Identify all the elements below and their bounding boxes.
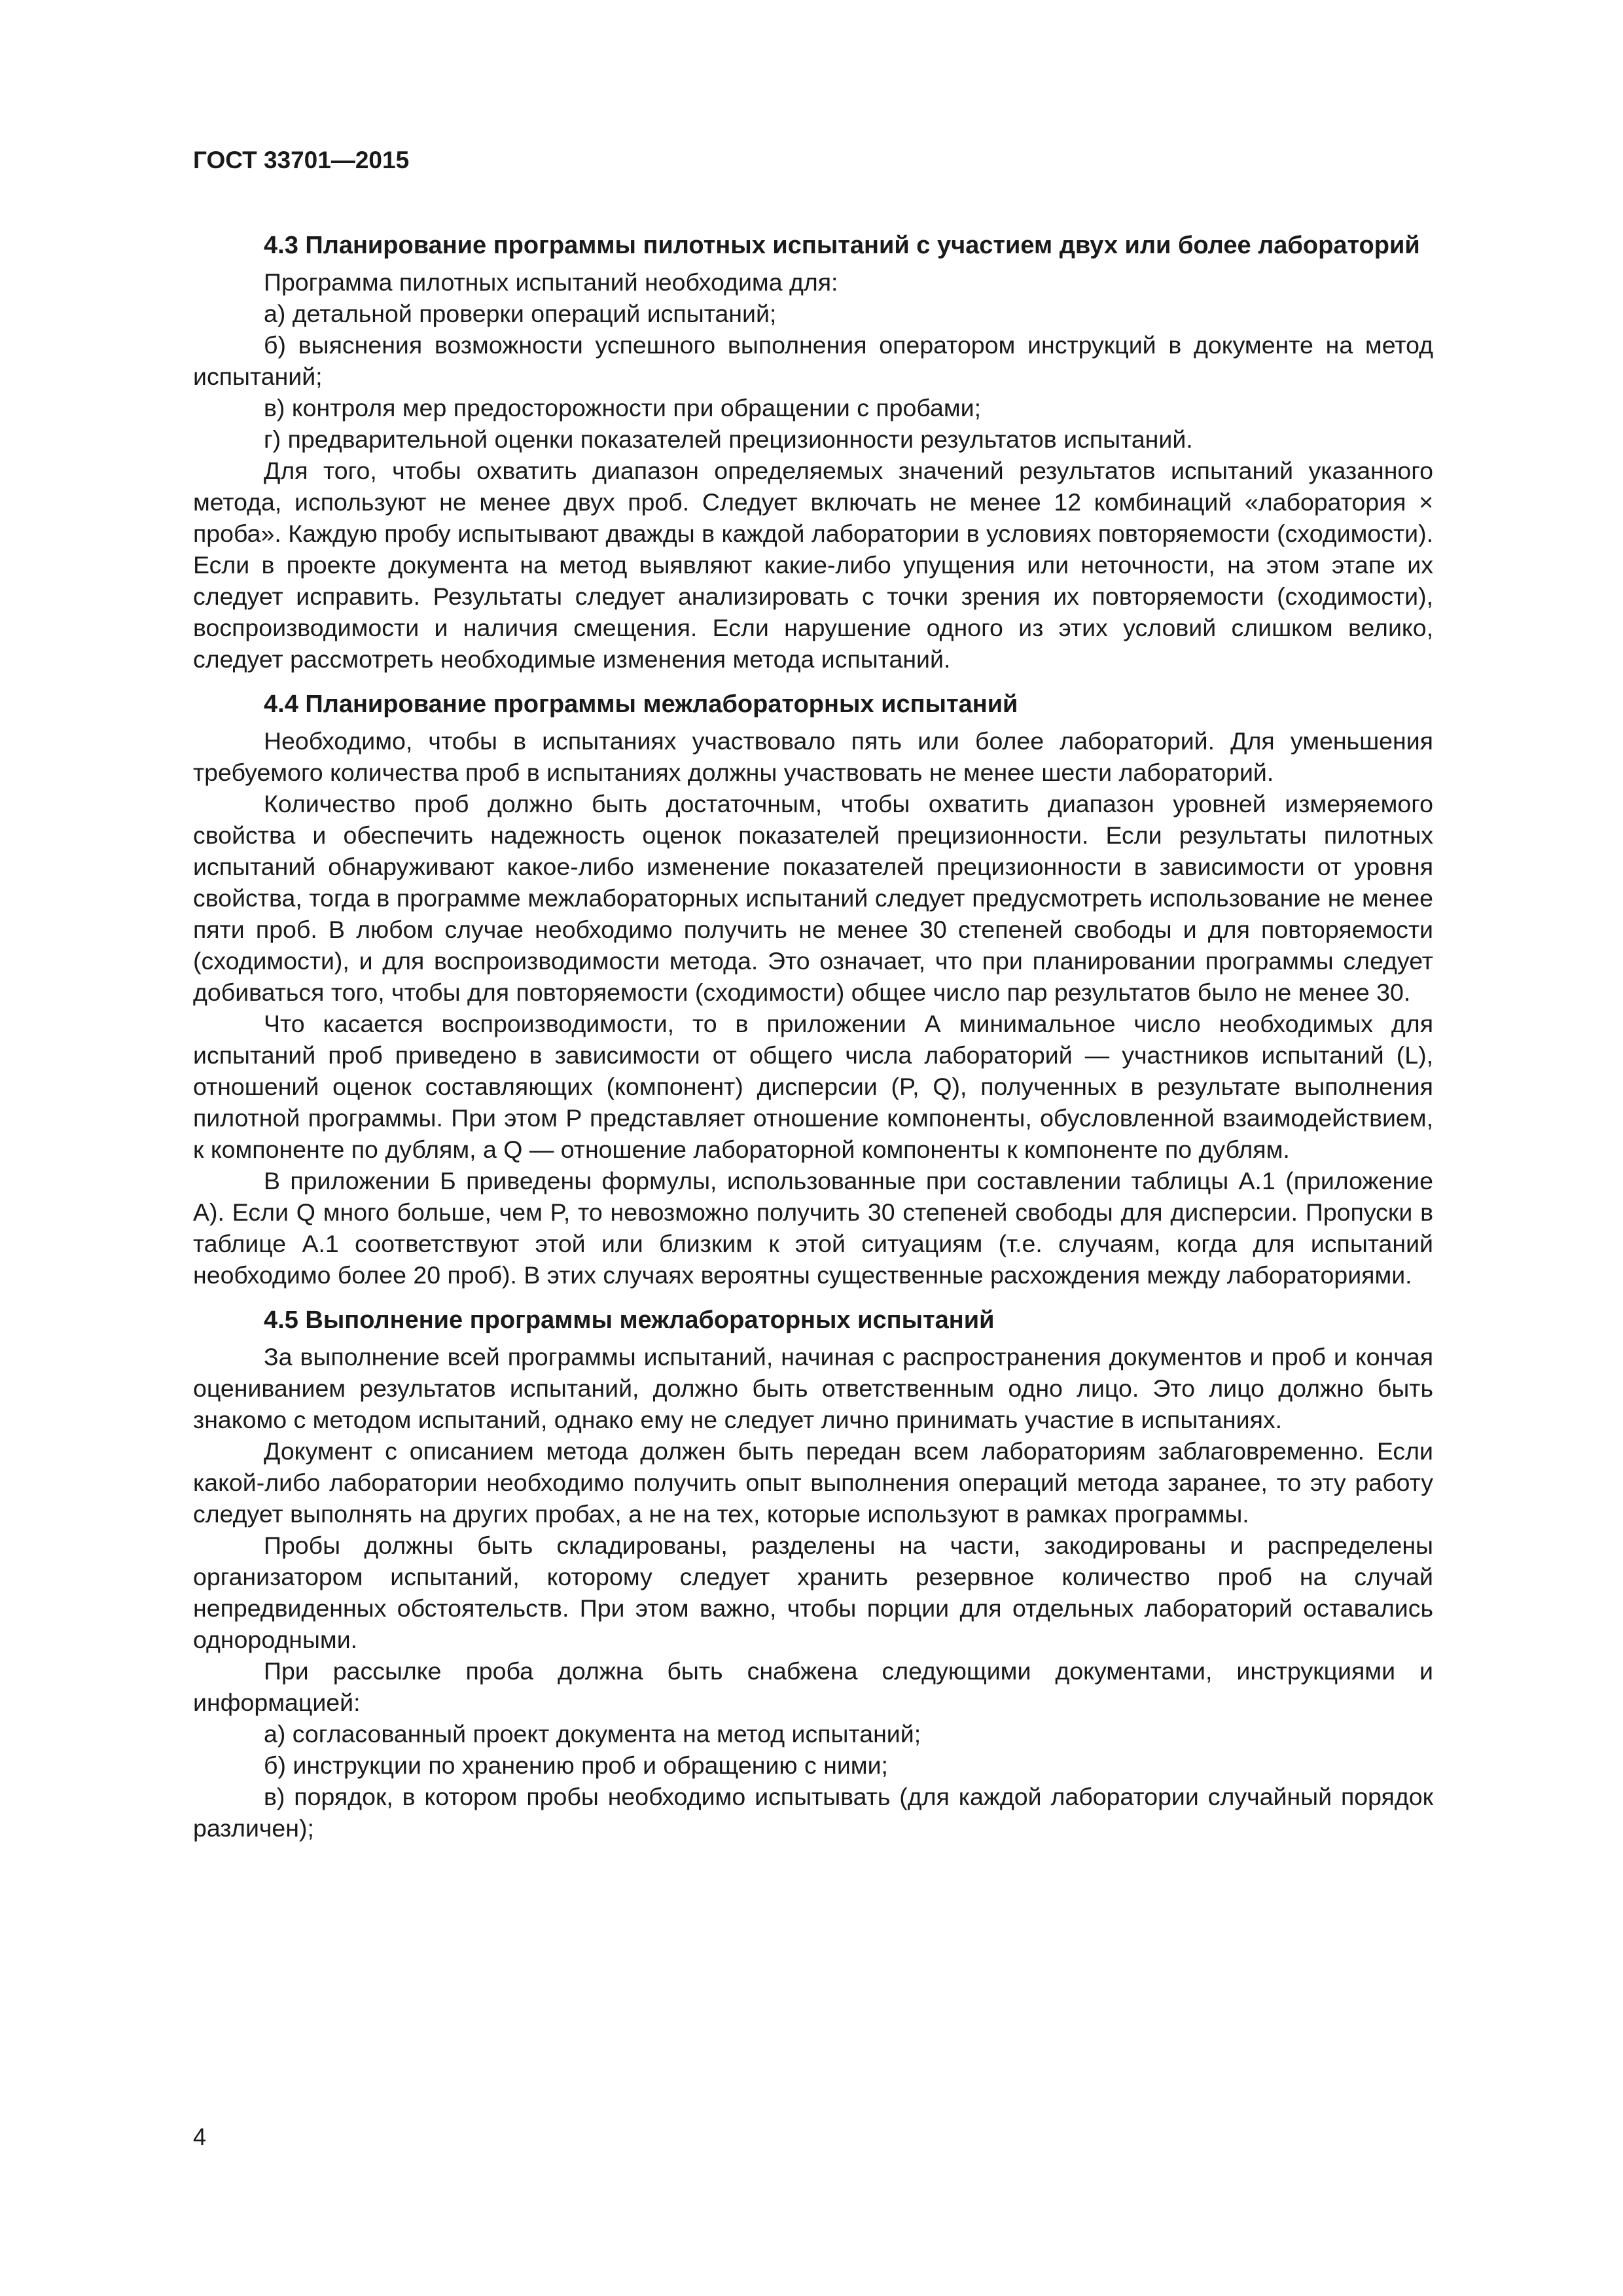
section-4-5-paragraph-1: За выполнение всей программы испытаний, начиная с распространения документов и проб и кончая оцениванием результатов испытаний, должно быть ответственным одно лицо. Это лицо должно быть знакомо с методом испытаний, однако ему не следует лично принимать участие в испытаниях. <box>193 1343 1433 1433</box>
section-4-5-item-b: б) инструкции по хранению проб и обращению с ними; <box>264 1751 888 1779</box>
section-4-5-title: 4.5 Выполнение программы межлабораторных испытаний <box>264 1306 995 1334</box>
section-4-3-intro: Программа пилотных испытаний необходима для: <box>264 268 838 296</box>
section-4-4-paragraph-4: В приложении Б приведены формулы, использованные при составлении таблицы А.1 (приложение А). Если Q много больше, чем P, то невозможно получить 30 степеней свободы для дисперсии. Пропуски в таблице А.1 соответствуют этой или близким к этой ситуациям (т.е. случаям, когда для испытаний необходимо более 20 проб). В этих случаях вероятны существенные расхождения между лабораториями. <box>193 1167 1433 1289</box>
section-4-5-paragraph-3: Пробы должны быть складированы, разделены на части, закодированы и распределены организатором испытаний, которому следует хранить резервное количество проб на случай непредвиденных обстоятельств. При этом важно, чтобы порции для отдельных лабораторий оставались однородными. <box>193 1532 1433 1653</box>
section-4-5-paragraph-2: Документ с описанием метода должен быть передан всем лабораториям заблаговременно. Если какой-либо лаборатории необходимо получить опыт выполнения операций метода заранее, то эту работу следует выполнять на других пробах, а не на тех, которые используют в рамках программы. <box>193 1437 1433 1528</box>
section-4-5-item-a: а) согласованный проект документа на метод испытаний; <box>264 1720 921 1748</box>
section-4-4-paragraph-3: Что касается воспроизводимости, то в приложении А минимальное число необходимых для испытаний проб приведено в зависимости от общего числа лабораторий — участников испытаний (L), отношений оценок составляющих (компонент) дисперсии (P, Q), полученных в результате выполнения пилотной программы. При этом P представляет отношение компоненты, обусловленной взаимодействием, к компоненте по дублям, а Q — отношение лабораторной компоненты к компоненте по дублям. <box>193 1010 1433 1163</box>
section-4-4-title: 4.4 Планирование программы межлабораторных испытаний <box>264 691 1018 718</box>
section-4-4-paragraph-1: Необходимо, чтобы в испытаниях участвовало пять или более лабораторий. Для уменьшения требуемого количества проб в испытаниях должны участвовать не менее шести лабораторий. <box>193 727 1433 786</box>
page-number: 4 <box>193 2123 207 2150</box>
document-number-header: ГОСТ 33701—2015 <box>193 147 410 173</box>
section-4-4-paragraph-2: Количество проб должно быть достаточным, чтобы охватить диапазон уровней измеряемого свойства и обеспечить надежность оценок показателей прецизионности. Если результаты пилотных испытаний обнаруживают какое-либо изменение показателей прецизионности в зависимости от уровня свойства, тогда в программе межлабораторных испытаний следует предусмотреть использование не менее пяти проб. В любом случае необходимо получить не менее 30 степеней свободы и для повторяемости (сходимости), и для воспроизводимости метода. Это означает, что при планировании программы следует добиваться того, чтобы для повторяемости (сходимости) общее число пар результатов было не менее 30. <box>193 790 1433 1006</box>
section-4-3-item-a: а) детальной проверки операций испытаний; <box>264 300 777 327</box>
section-4-3-item-b: б) выяснения возможности успешного выполнения оператором инструкций в документе на метод испытаний; <box>193 331 1433 390</box>
section-4-3-title: 4.3 Планирование программы пилотных испытаний с участием двух или более лабораторий <box>264 232 1420 259</box>
section-4-5-item-v: в) порядок, в котором пробы необходимо испытывать (для каждой лаборатории случайный порядок различен); <box>193 1783 1433 1842</box>
section-4-5-paragraph-4: При рассылке проба должна быть снабжена следующими документами, инструкциями и информацией: <box>193 1657 1433 1716</box>
section-4-3-paragraph-1: Для того, чтобы охватить диапазон определяемых значений результатов испытаний указанного метода, используют не менее двух проб. Следует включать не менее 12 комбинаций «лаборатория × проба». Каждую пробу испытывают дважды в каждой лаборатории в условиях повторяемости (сходимости). Если в проекте документа на метод выявляют какие-либо упущения или неточности, на этом этапе их следует исправить. Результаты следует анализировать с точки зрения их повторяемости (сходимости), воспроизводимости и наличия смещения. Если нарушение одного из этих условий слишком велико, следует рассмотреть необходимые изменения метода испытаний. <box>193 457 1433 673</box>
section-4-3-item-g: г) предварительной оценки показателей прецизионности результатов испытаний. <box>264 425 1193 453</box>
document-page <box>193 145 1433 1844</box>
section-4-3-item-v: в) контроля мер предосторожности при обращении с пробами; <box>264 394 982 422</box>
